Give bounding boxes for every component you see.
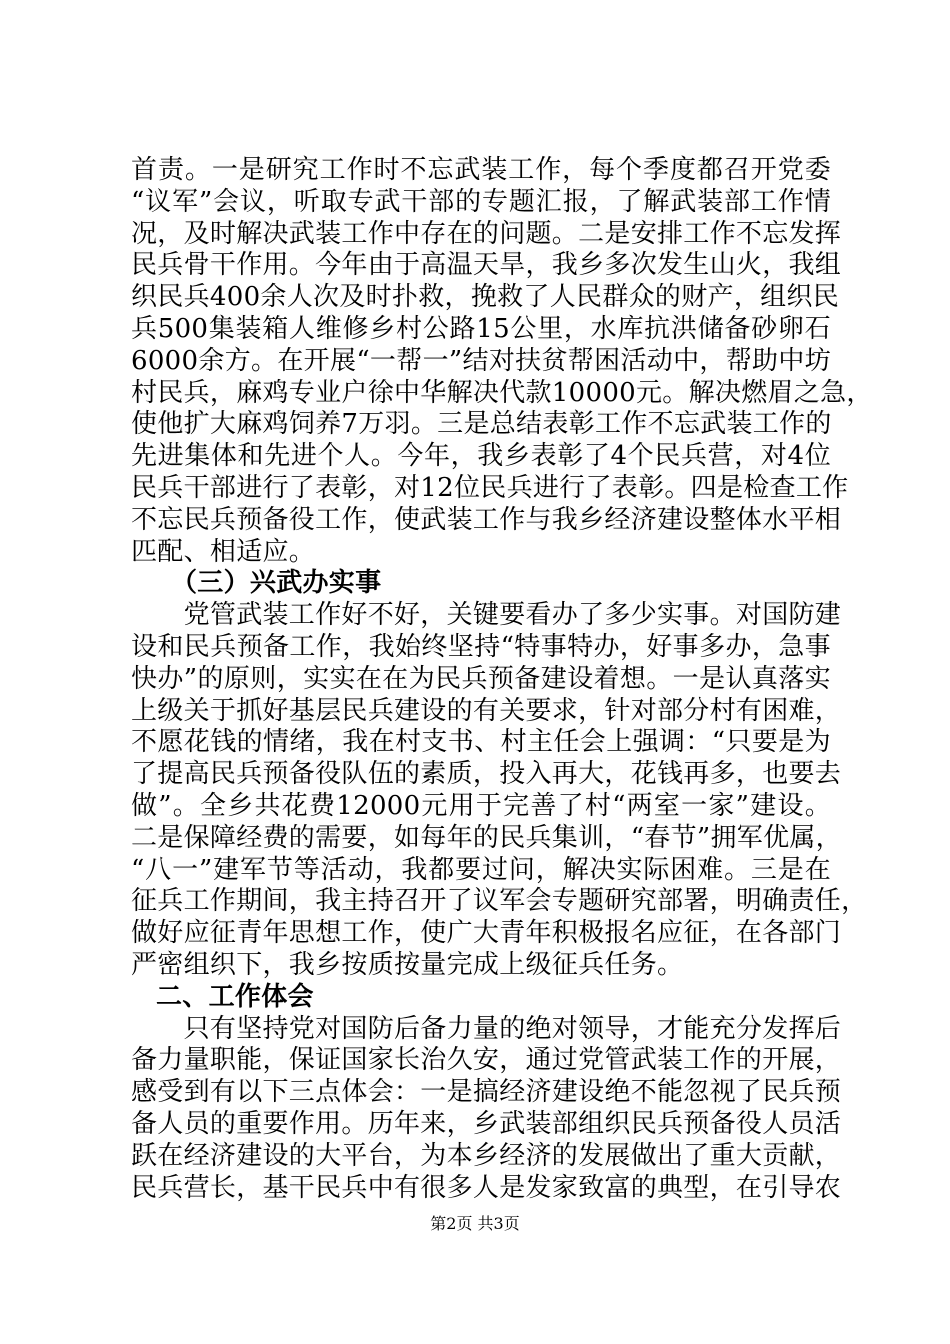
text-line: 先进集体和先进个人。今年，我乡表彰了4个民兵营，对4位 [131,441,831,472]
text-line: 设和民兵预备工作，我始终坚持“特事特办，好事多办，急事 [131,631,831,662]
text-line: 织民兵400余人次及时扑救，挽救了人民群众的财产，组织民 [131,282,840,313]
text-line: 不愿花钱的情绪，我在村支书、村主任会上强调：“只要是为 [131,727,831,758]
text-line: 兵500集装箱人维修乡村公路15公里，水库抗洪储备砂卵石 [131,313,831,344]
text-line: 村民兵，麻鸡专业户徐中华解决代款10000元。解决燃眉之急， [131,377,873,408]
paragraph-1 [131,155,873,568]
text-line: 首责。一是研究工作时不忘武装工作，每个季度都召开党委 [131,155,831,185]
text-line: 做好应征青年思想工作，使广大青年积极报名应征，在各部门 [131,918,842,949]
text-line: 感受到有以下三点体会：一是搞经济建设绝不能忽视了民兵预 [131,1077,842,1108]
paragraph-2 [131,600,868,982]
text-line: 民兵营长，基干民兵中有很多人是发家致富的典型，在引导农 [131,1172,842,1203]
text-line: 党管武装工作好不好，关键要看办了多少实事。对国防建 [131,600,842,631]
text-line: 备力量职能，保证国家长治久安，通过党管武装工作的开展， [131,1045,842,1076]
text-line: 备人员的重要作用。历年来，乡武装部组织民兵预备役人员活 [131,1108,842,1139]
text-line: “议军”会议，听取专武干部的专题汇报，了解武装部工作情 [131,186,831,217]
text-line: 二是保障经费的需要，如每年的民兵集训，“春节”拥军优属， [131,822,842,853]
text-line: 上级关于抓好基层民兵建设的有关要求，针对部分村有困难， [131,695,842,726]
text-line: 征兵工作期间，我主持召开了议军会专题研究部署，明确责任， [131,886,868,917]
text-line: 不忘民兵预备役工作，使武装工作与我乡经济建设整体水平相 [131,504,842,535]
text-line: 严密组织下，我乡按质按量完成上级征兵任务。 [131,949,684,980]
text-line: 做”。全乡共花费12000元用于完善了村“两室一家”建设。 [131,790,831,821]
section-heading-2: 二、工作体会 [156,981,314,1012]
text-line: 况，及时解决武装工作中存在的问题。二是安排工作不忘发挥 [131,218,842,249]
text-line: 匹配、相适应。 [131,536,316,567]
text-line: 了提高民兵预备役队伍的素质，投入再大，花钱再多，也要去 [131,759,842,790]
section-heading-3: （三）兴武办实事 [171,568,382,599]
page-number-footer: 第2页 共3页 [430,1214,520,1233]
text-line: “八一”建军节等活动，我都要过问，解决实际困难。三是在 [131,854,831,885]
document-body [131,155,873,1204]
text-line: 6000余方。在开展“一帮一”结对扶贫帮困活动中，帮助中坊 [131,345,831,376]
text-line: 只有坚持党对国防后备力量的绝对领导，才能充分发挥后 [131,1013,842,1044]
text-line: 民兵骨干作用。今年由于高温天旱，我乡多次发生山火，我组 [131,250,842,281]
paragraph-3 [131,1013,842,1205]
text-line: 快办”的原则，实实在在为民兵预备建设着想。一是认真落实 [131,663,831,694]
text-line: 使他扩大麻鸡饲养7万羽。三是总结表彰工作不忘武装工作的 [131,409,832,440]
text-line: 跃在经济建设的大平台，为本乡经济的发展做出了重大贡献， [131,1140,842,1171]
text-line: 民兵干部进行了表彰，对12位民兵进行了表彰。四是检查工作 [131,472,849,503]
